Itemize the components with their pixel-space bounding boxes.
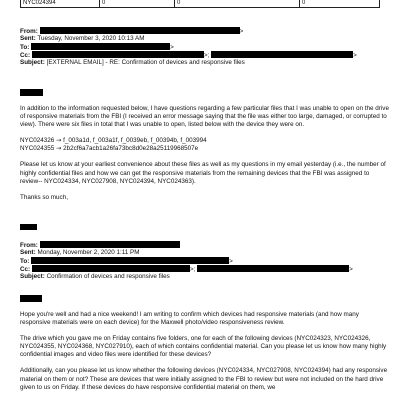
- redaction-bar: [40, 27, 240, 34]
- table-cell: 0: [300, 0, 380, 8]
- file-list-item: [20, 137, 390, 145]
- email-header-2: [20, 241, 390, 281]
- redaction-bar: [31, 257, 229, 264]
- redaction-bar: [32, 51, 204, 58]
- table-cell: 0: [100, 0, 175, 8]
- device-id: NYC024355: [20, 145, 55, 153]
- cc-line: [20, 51, 390, 59]
- sent-label: Sent:: [20, 249, 36, 257]
- table-cell: 0: [175, 0, 300, 8]
- subject-value: [EXTERNAL EMAIL] - RE: Confirmation of devices and responsive files: [46, 59, 245, 67]
- body-paragraph: Additionally, can you please let us know whether the following devices (NYC024334, NYC027908, NYC024394) had any responsive material on them or not? These are devices that were initially assigned to the FBI to review but were not included on the hard drive given to us on Friday. If these devices do have responsive confidential material on them, we: [20, 367, 388, 391]
- from-label: From:: [20, 28, 38, 35]
- to-line: [20, 257, 390, 265]
- cc-end: >: [353, 52, 357, 60]
- device-table: [20, 0, 380, 8]
- sent-line: [20, 35, 390, 43]
- redaction-bar: [40, 241, 180, 248]
- cc-separator: >;: [203, 52, 210, 60]
- to-end: >: [170, 44, 174, 52]
- redaction-bar: [32, 265, 190, 272]
- body-paragraph: Hope you're well and had a nice weekend! I am writing to confirm which devices had responsive materials (and how many responsive materials were on each device) for the Maxwell photo/video responsiveness review.: [20, 311, 359, 327]
- signature-redaction: [20, 224, 37, 230]
- from-label: From:: [20, 242, 38, 249]
- redaction-bar: [31, 43, 170, 50]
- subject-line: [20, 273, 390, 281]
- arrow-icon: →: [56, 137, 62, 145]
- body-paragraph: The drive which you gave me on Friday contains five folders, one for each of the following devices (NYC024323, NYC024326, NYC024355, NYC024368, NYC027910), each of which contains confidential material. Can you please let us know how many highly confidential images and video files were identified for these devices?: [20, 335, 387, 359]
- to-end: >: [229, 258, 233, 266]
- sent-line: [20, 249, 390, 257]
- to-label: To:: [20, 44, 30, 52]
- table-cell-device: NYC024394: [21, 0, 100, 8]
- greeting-redaction: [20, 295, 42, 302]
- cc-line: [20, 265, 390, 273]
- email-body-1: [20, 105, 390, 202]
- email-header-1: [20, 27, 390, 67]
- file-list-item: [20, 145, 390, 153]
- body-paragraph: In addition to the information requested below, I have questions regarding a few particular files that I was unable to open on the drive of responsive materials from the FBI (I received an error message saying that the file was either too large, damaged, or corrupted to view). There were six files in total that I was unable to open, listed below with the device they were on.: [20, 105, 389, 129]
- table-row: [21, 0, 380, 8]
- from-end: >: [239, 28, 244, 35]
- redaction-bar: [211, 51, 353, 58]
- sent-value: Tuesday, November 3, 2020 10:13 AM: [37, 35, 145, 43]
- cc-label: Cc:: [20, 266, 31, 274]
- from-line: [20, 241, 390, 249]
- arrow-icon: →: [56, 145, 62, 153]
- from-line: [20, 27, 390, 35]
- greeting-redaction: [20, 89, 43, 96]
- to-line: [20, 43, 390, 51]
- to-label: To:: [20, 258, 30, 266]
- sent-label: Sent:: [20, 35, 36, 43]
- redaction-bar: [197, 265, 349, 272]
- subject-label: Subject:: [20, 59, 45, 67]
- device-id: NYC024326: [20, 137, 55, 145]
- sent-value: Monday, November 2, 2020 1:11 PM: [37, 249, 140, 257]
- body-paragraph: Please let us know at your earliest convenience about these files as well as my questions in my email yesterday (i.e., the number of highly confidential files and how we can get the responsive materials from the remaining devices that the FBI was assigned to review-- NYC024334, NYC027908, NYC024394, NYC024363).: [20, 161, 386, 185]
- cc-end: >: [349, 266, 353, 274]
- email-body-2: [20, 311, 390, 392]
- subject-value: Confirmation of devices and responsive files: [46, 273, 170, 281]
- subject-label: Subject:: [20, 273, 45, 281]
- signoff: Thanks so much,: [20, 193, 68, 201]
- cc-label: Cc:: [20, 52, 31, 60]
- subject-line: [20, 59, 390, 67]
- cc-separator: >;: [189, 266, 196, 274]
- file-names: 2b2cf6a7acb1a26fa73bc8d0e28a25119968507e: [63, 145, 199, 153]
- file-names: f_003a1d, f_003a1f, f_0039eb, f_00394b, f_003994: [63, 137, 207, 145]
